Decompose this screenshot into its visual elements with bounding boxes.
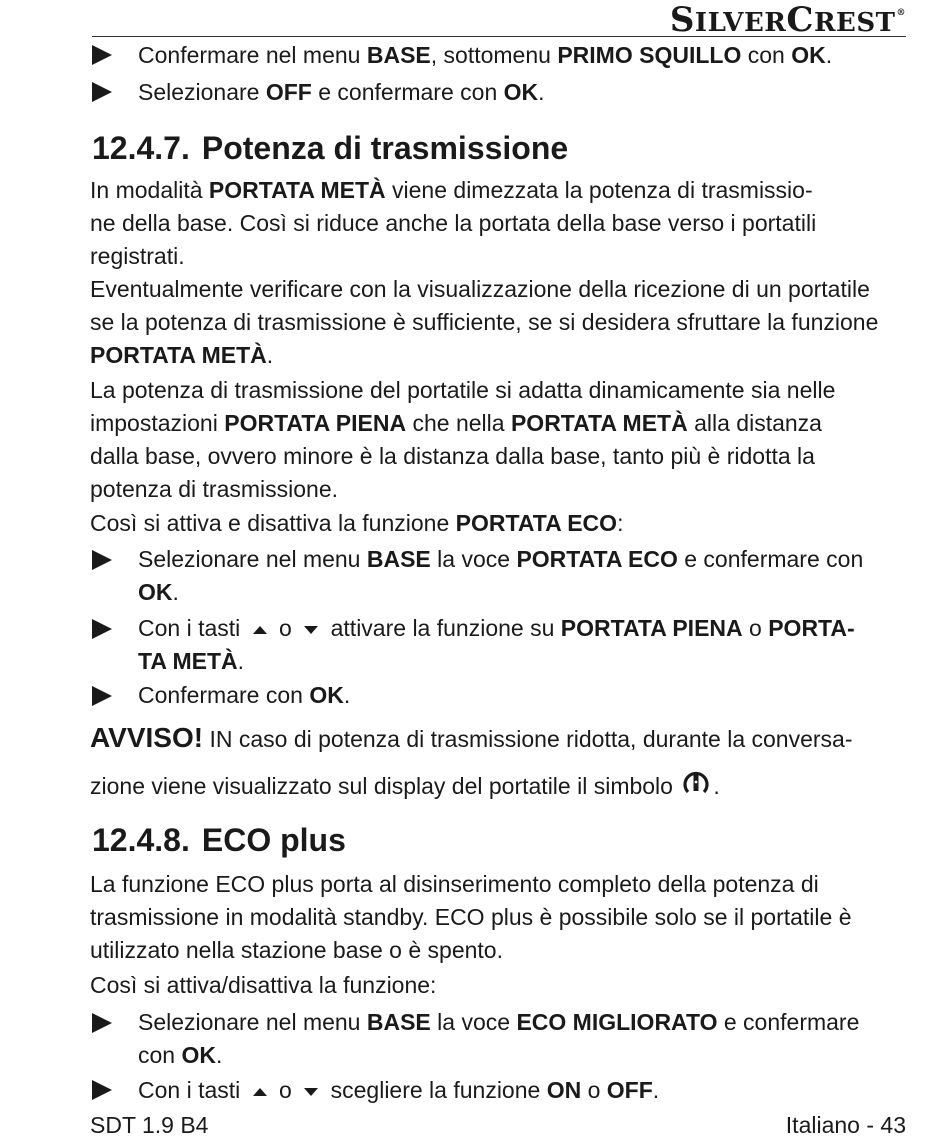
paragraph-line: PORTATA METÀ. bbox=[90, 342, 274, 368]
bullet-arrow-icon bbox=[92, 619, 114, 639]
logo-letter: S bbox=[669, 0, 695, 40]
arrow-down-icon bbox=[304, 626, 318, 634]
bullet-arrow-icon bbox=[92, 82, 114, 102]
paragraph-line: potenza di trasmissione. bbox=[90, 476, 339, 502]
bullet-arrow-icon bbox=[92, 686, 114, 706]
paragraph-line: trasmissione in modalità standby. ECO plus è possibile solo se il portatile è bbox=[90, 904, 852, 930]
signal-reduced-icon bbox=[681, 768, 711, 806]
paragraph-line: utilizzato nella stazione base o è spento. bbox=[90, 937, 503, 963]
arrow-up-icon bbox=[253, 626, 267, 634]
paragraph-line: impostazioni PORTATA PIENA che nella PORTATA METÀ alla distanza bbox=[90, 410, 822, 436]
notice-line: zione viene visualizzato sul display del portatile il simbolo . bbox=[90, 768, 720, 806]
bullet-text: Confermare nel menu BASE, sottomenu PRIMO SQUILLO con OK. bbox=[138, 42, 833, 68]
bullet-text: Confermare con OK. bbox=[138, 682, 351, 708]
logo-letter: C bbox=[786, 0, 814, 40]
bullet-text: OK. bbox=[138, 579, 179, 605]
paragraph-line: La potenza di trasmissione del portatile si adatta dinamicamente sia nelle bbox=[90, 377, 836, 403]
section-heading: 12.4.7. Potenza di trasmissione bbox=[92, 130, 569, 166]
logo-text: ILVER bbox=[694, 8, 787, 38]
registered-mark: ® bbox=[896, 8, 906, 18]
section-heading: 12.4.8. ECO plus bbox=[92, 822, 346, 858]
brand-logo bbox=[670, 0, 906, 40]
paragraph-line: La funzione ECO plus porta al disinserimento completo della potenza di bbox=[90, 871, 819, 897]
arrow-up-icon bbox=[253, 1088, 267, 1096]
bullet-text: Selezionare nel menu BASE la voce ECO MIGLIORATO e confermare bbox=[138, 1009, 860, 1035]
paragraph-line: In modalità PORTATA METÀ viene dimezzata la potenza di trasmissio- bbox=[90, 177, 813, 203]
bullet-text: con OK. bbox=[138, 1042, 223, 1068]
paragraph-line: ne della base. Così si riduce anche la portata della base verso i portatili bbox=[90, 210, 817, 236]
arrow-down-icon bbox=[304, 1088, 318, 1096]
footer-page-number: Italiano - 43 bbox=[785, 1112, 906, 1138]
bullet-arrow-icon bbox=[92, 1080, 114, 1100]
footer-model: SDT 1.9 B4 bbox=[90, 1112, 209, 1138]
header-divider bbox=[92, 36, 906, 37]
paragraph-line: Così si attiva e disattiva la funzione PORTATA ECO: bbox=[90, 510, 624, 536]
logo-text: REST bbox=[813, 8, 896, 38]
bullet-text: TA METÀ. bbox=[138, 648, 245, 674]
notice-line: AVVISO! IN caso di potenza di trasmissione ridotta, durante la conversa- bbox=[90, 722, 853, 753]
bullet-text: Con i tasti o scegliere la funzione ON o OFF. bbox=[138, 1077, 660, 1103]
bullet-text: Selezionare nel menu BASE la voce PORTATA ECO e confermare con bbox=[138, 546, 864, 572]
bullet-arrow-icon bbox=[92, 550, 114, 570]
notice-label: AVVISO! bbox=[90, 722, 204, 753]
bullet-text: Con i tasti o attivare la funzione su PORTATA PIENA o PORTA- bbox=[138, 615, 855, 641]
bullet-text: Selezionare OFF e confermare con OK. bbox=[138, 79, 545, 105]
paragraph-line: Così si attiva/disattiva la funzione: bbox=[90, 972, 437, 998]
paragraph-line: se la potenza di trasmissione è sufficiente, se si desidera sfruttare la funzione bbox=[90, 309, 879, 335]
paragraph-line: Eventualmente verificare con la visualizzazione della ricezione di un portatile bbox=[90, 276, 870, 302]
paragraph-line: registrati. bbox=[90, 243, 185, 269]
paragraph-line: dalla base, ovvero minore è la distanza dalla base, tanto più è ridotta la bbox=[90, 443, 815, 469]
bullet-arrow-icon bbox=[92, 45, 114, 65]
bullet-arrow-icon bbox=[92, 1013, 114, 1033]
